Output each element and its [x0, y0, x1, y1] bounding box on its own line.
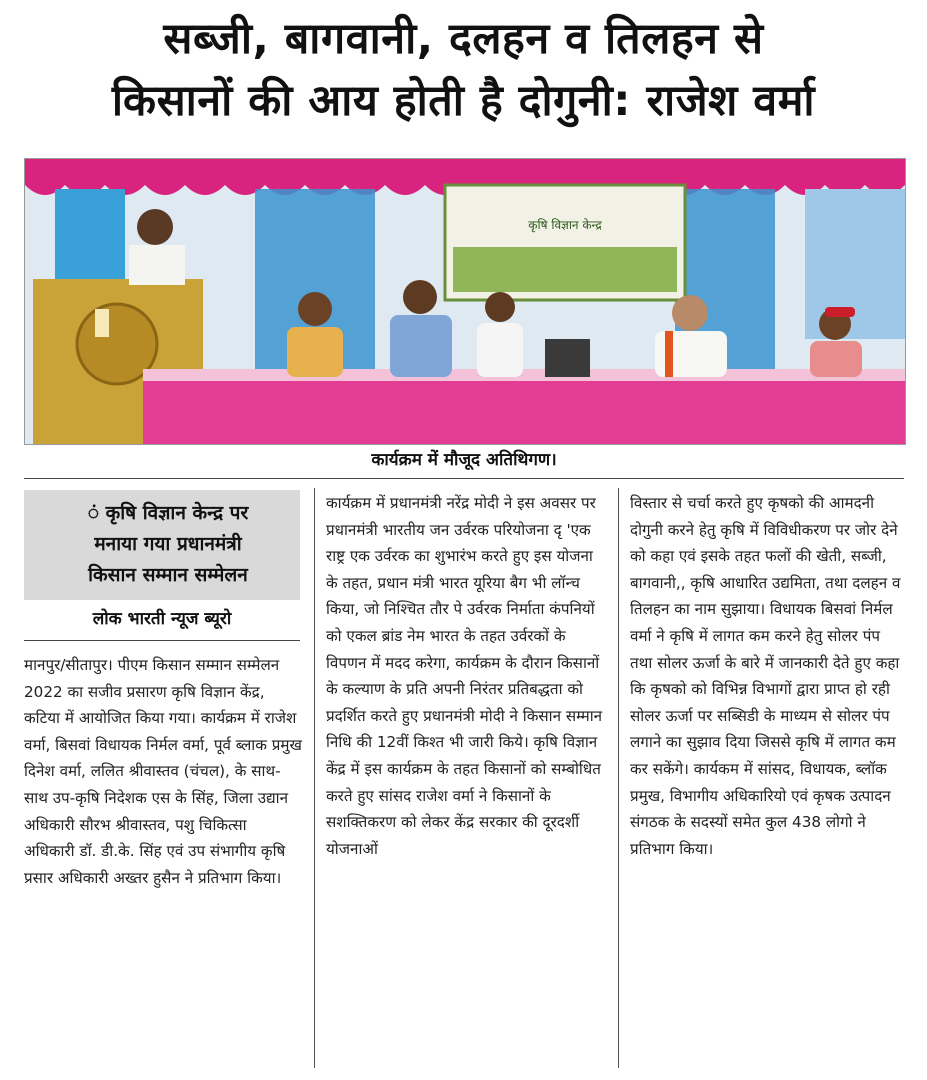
- headline: [0, 8, 927, 132]
- caption-divider: [24, 478, 904, 479]
- article-column-3: [630, 490, 906, 862]
- byline-divider: [24, 640, 300, 641]
- headline-line-1: सब्जी, बागवानी, दलहन व तिलहन से: [163, 14, 764, 64]
- column-1-text: मानपुर/सीतापुर। पीएम किसान सम्मान सम्मेलन 2022 का सजीव प्रसारण कृषि विज्ञान केंद्र, कटिया में आयोजित किया गया। कार्यक्रम में राजेश वर्मा, बिसवां विधायक निर्मल वर्मा, पूर्व ब्लाक प्रमुख दिनेश वर्मा, ललित श्रीवास्तव (चंचल), के साथ- साथ उप-कृषि निदेशक एस के सिंह, जिला उद्यान अधिकारी सौरभ श्रीवास्तव, पशु चिकित्सा अधिकारी डॉ. डी.के. सिंह एवं उप संभागीय कृषि प्रसार अधिकारी अख्तर हुसैन ने प्रतिभाग किया।: [24, 656, 302, 887]
- column-2-text: कार्यक्रम में प्रधानमंत्री नरेंद्र मोदी ने इस अवसर पर प्रधानमंत्री भारतीय जन उर्वरक परियोजना दृ 'एक राष्ट्र एक उर्वरक का शुभारंभ करते हुए इस योजना के तहत, प्रधान मंत्री भारत यूरिया बैग भी लॉन्च किया, जो निश्चित तौर पे उर्वरक निर्माता कंपनियों को एकल ब्रांड नेम भारत के तहत उर्वरकों के विपणन में मदद करेगा, कार्यक्रम के दौरान किसानों के कल्याण के प्रति अपनी निरंतर प्रतिबद्धता को प्रदर्शित करते हुए प्रधानमंत्री मोदी ने किसान सम्मान निधि की 12वीं किश्त भी जारी किये। कृषि विज्ञान केंद्र में इस कार्यक्रम के तहत किसानों को सम्बोधित करते हुए सांसद राजेश वर्मा ने किसानों के सशक्तिकरण को लेकर केंद्र सरकार की दूरदर्शी योजनाओं: [326, 494, 603, 858]
- subheading-line-1: ं कृषि विज्ञान केन्द्र पर: [87, 502, 249, 524]
- column-divider-1: [314, 488, 315, 1068]
- article-column-1: [24, 652, 302, 891]
- article-column-2: [326, 490, 608, 862]
- column-divider-2: [618, 488, 619, 1068]
- column-3-text: विस्तार से चर्चा करते हुए कृषको की आमदनी दोगुनी करने हेतु कृषि में विविधीकरण पर जोर देने को कहा एवं इसके तहत फलों की खेती, सब्जी, बागवानी,, कृषि आधारित उद्यमिता, तथा दलहन व तिलहन का नाम सुझाया। विधायक बिसवां निर्मल वर्मा ने कृषि में लागत कम करने हेतु सोलर पंप तथा सोलर ऊर्जा के बारे में जानकारी देते हुए कहा कि कृषको को विभिन्न विभागों द्वारा प्राप्त हो रही सोलर ऊर्जा पर सब्सिडी के माध्यम से सोलर पंप लगाने का सुझाव दिया जिससे कृषि में लागत कम कर सकेंगे। कार्यकम में सांसद, विधायक, ब्लॉक प्रमुख, विभागीय अधिकारियो एवं कृषक उत्पादन संगठक के सदस्यों समेत कुल 438 लोगो ने प्रतिभाग किया।: [630, 494, 901, 858]
- photo-caption: कार्यक्रम में मौजूद अतिथिगण।: [371, 450, 557, 470]
- subheading-title: [36, 498, 300, 591]
- photo-banner-text: कृषि विज्ञान केन्द्र: [528, 218, 602, 232]
- byline: लोक भारती न्यूज ब्यूरो: [92, 609, 232, 629]
- event-photo: [24, 158, 906, 445]
- subheading-line-2: मनाया गया प्रधानमंत्री: [94, 533, 242, 555]
- headline-line-2: किसानों की आय होती है दोगुनी: राजेश वर्मा: [111, 76, 816, 126]
- subheading-line-3: किसान सम्मान सम्मेलन: [88, 564, 248, 586]
